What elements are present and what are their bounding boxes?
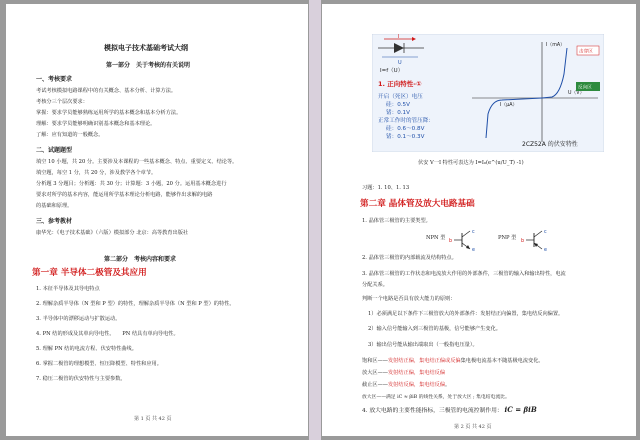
exercise-line: 习题：1. 10、1. 13 [362,185,410,191]
document-page-1 [6,4,308,436]
s2-line: 的基础和原理。 [36,203,73,209]
reverse-region-label: 反向区 [578,85,592,91]
figure-line: 正常工作时的管压降： [378,118,434,124]
s1-line: 考试考核模拟电路课程中的有关概念、基本分析、计算方法。 [36,88,177,94]
y-axis-ua-label: I（μA） [500,103,518,108]
state-tail: 集电极电流基本不随基极电流变化。 [460,358,544,364]
rule-line: 1）必须满足以下条件下三极管放大的外部条件：发射结正向偏置，集电结反向偏置。 [368,311,564,317]
breakdown-region-label: 击穿区 [579,49,593,55]
ch1-item: 3. 半导体中的漂移运动与扩散运动。 [36,316,121,322]
rule-line: 3）输出信号能从输出端取出（一般指电压量）。 [368,342,478,348]
pnp-collector-label: c [544,230,547,235]
beta-line [362,406,537,415]
state-condition: 发射结反偏，集电结反偏 [387,382,446,388]
p2-line: 1. 晶体管三极管的主要类型。 [362,218,431,224]
doc-title: 模拟电子技术基础考试大纲 [104,43,188,52]
figure-line: 硅：0.6～0.8V [386,126,425,132]
chapter1-heading: 第一章 半导体二极管及其应用 [32,268,147,278]
p2-line: 分配关系。 [362,282,388,288]
ch1-item: 6. 掌握二极管的理想模型、恒压降模型、特性和应用。 [36,361,162,367]
state-condition: 发射结正偏，集电结正偏或反偏 [387,358,461,364]
pnp-label: PNP 型 [498,235,517,241]
ch1-item: 2. 理解杂质半导体（N 型和 P 型）的特性，理解杂质半导体（N 型和 P 型）的特性。 [36,301,235,307]
beta-text: 4. 放大电路的主要性能指标，三极管的电流控制作用： [362,408,503,414]
section1-heading: 一、考核要求 [36,76,73,83]
pnp-emitter-label: e [544,248,547,252]
figure-line: 开启（死区）电压 [378,94,423,100]
section2-heading: 二、试题题型 [36,147,73,154]
state-line-saturation [362,358,544,365]
ch1-item: 5. 理解 PN 结的电流方程、伏安特性曲线。 [36,346,137,352]
figure-line: 锗：0.1V [386,110,410,116]
ch1-item: 4. PN 结的形成及其单向导电性。 PN 结具有单向导电性。 [36,331,179,337]
ch1-item: 7. 稳压二极管的伏安特性与主要参数。 [36,376,126,382]
diode-voltage-label: U [398,60,402,66]
part2-heading: 第二部分 考核内容和要求 [104,256,177,263]
s2-line: 分析题 3 分题目；分析题：共 30 分；计算题：3 小题，20 分。运用基本概念进行 [36,181,227,187]
state-label: 放大区—— [362,370,388,376]
s2-line: 填空 10 小题，共 20 分。主要涉及本课程的一些基本概念、特点、重要定义、结论等。 [36,159,238,165]
y-axis-ma-label: I（mA） [546,43,565,48]
document-page-2 [322,4,636,436]
chapter2-heading: 第二章 晶体管及放大电路基础 [360,199,475,209]
part1-heading: 第一部分 关于考核的有关说明 [106,62,191,69]
p2-line: 3. 晶体管三极管的工作状态和电流放大作用的外部条件，三极管的输入和输出特性，电流 [362,271,566,277]
npn-base-label: b [449,239,453,244]
ch1-item: 1. 本征半导体及其导电特点 [36,286,100,292]
iv-function-label: I=f（U） [380,68,404,74]
npn-emitter-label: e [472,248,475,252]
npn-transistor-icon [448,228,480,252]
p2-line: 判断一个电路是否具有放大能力的原则： [362,296,456,302]
s3-line: 康华光：《电子技术基础》（六版）模拟部分 北京：高等教育出版社 [36,230,189,236]
iv-formula-line: 伏安 V一I 特性可表达为 I=I₀(e^(u/U_T) -1) [418,160,524,166]
page-gap [309,0,321,440]
state-tail: 。 [445,382,451,388]
s1-line: 考核分三个层次要求： [36,99,88,105]
s2-line: 填空题，每空 1 分，共 20 分，涉及教学各个章节。 [36,170,157,176]
state-condition: 发射结正偏，集电结反偏 [387,370,446,376]
s2-line: 要求对所学的基本内容，能运用所学基本理论分析电路，能够作出求解的电路 [36,192,213,198]
x-axis-label: U（V） [568,91,585,96]
p2-line: 2. 晶体管三极管的内部载流及结构特点。 [362,255,457,261]
diode-current-label: I [398,34,400,40]
page-footer: 第 1 页 共 42 页 [134,416,172,422]
section3-heading: 三、参考教材 [36,218,73,225]
diode-vi-figure [372,34,604,152]
state-line-cutoff [362,382,450,389]
figure-caption: 2CZ52A 的伏安特性 [522,141,578,148]
page-footer: 第 2 页 共 42 页 [454,424,492,430]
figure-line: 硅：0.5V [386,102,410,108]
npn-label: NPN 型 [426,235,446,241]
rule-line: 2）输入信号能输入到三极管的基极，信号能够产生变化。 [368,326,501,332]
state-line-active [362,370,445,377]
s1-line: 了解：应有知道的一般概念。 [36,132,104,138]
pnp-transistor-icon [520,228,552,252]
pnp-base-label: b [521,239,525,244]
state-label: 截止区—— [362,382,388,388]
state-label: 饱和区—— [362,358,388,364]
s1-line: 掌握：要求学员能够熟练运用所学的基本概念和基本分析方法。 [36,110,182,116]
extra-line: 放大区——满足 iC ≈ βiB 的线性关系，处于放大区 ; 集电结电流比。 [362,395,510,400]
s1-line: 理解：要求学员能够明确识别基本概念和基本理论。 [36,121,156,127]
npn-collector-label: c [472,230,475,235]
forward-char-label: 1. 正向特性-① [378,80,422,88]
figure-line: 锗：0.1～0.3V [386,134,425,140]
beta-formula: iC = βiB [504,405,537,414]
